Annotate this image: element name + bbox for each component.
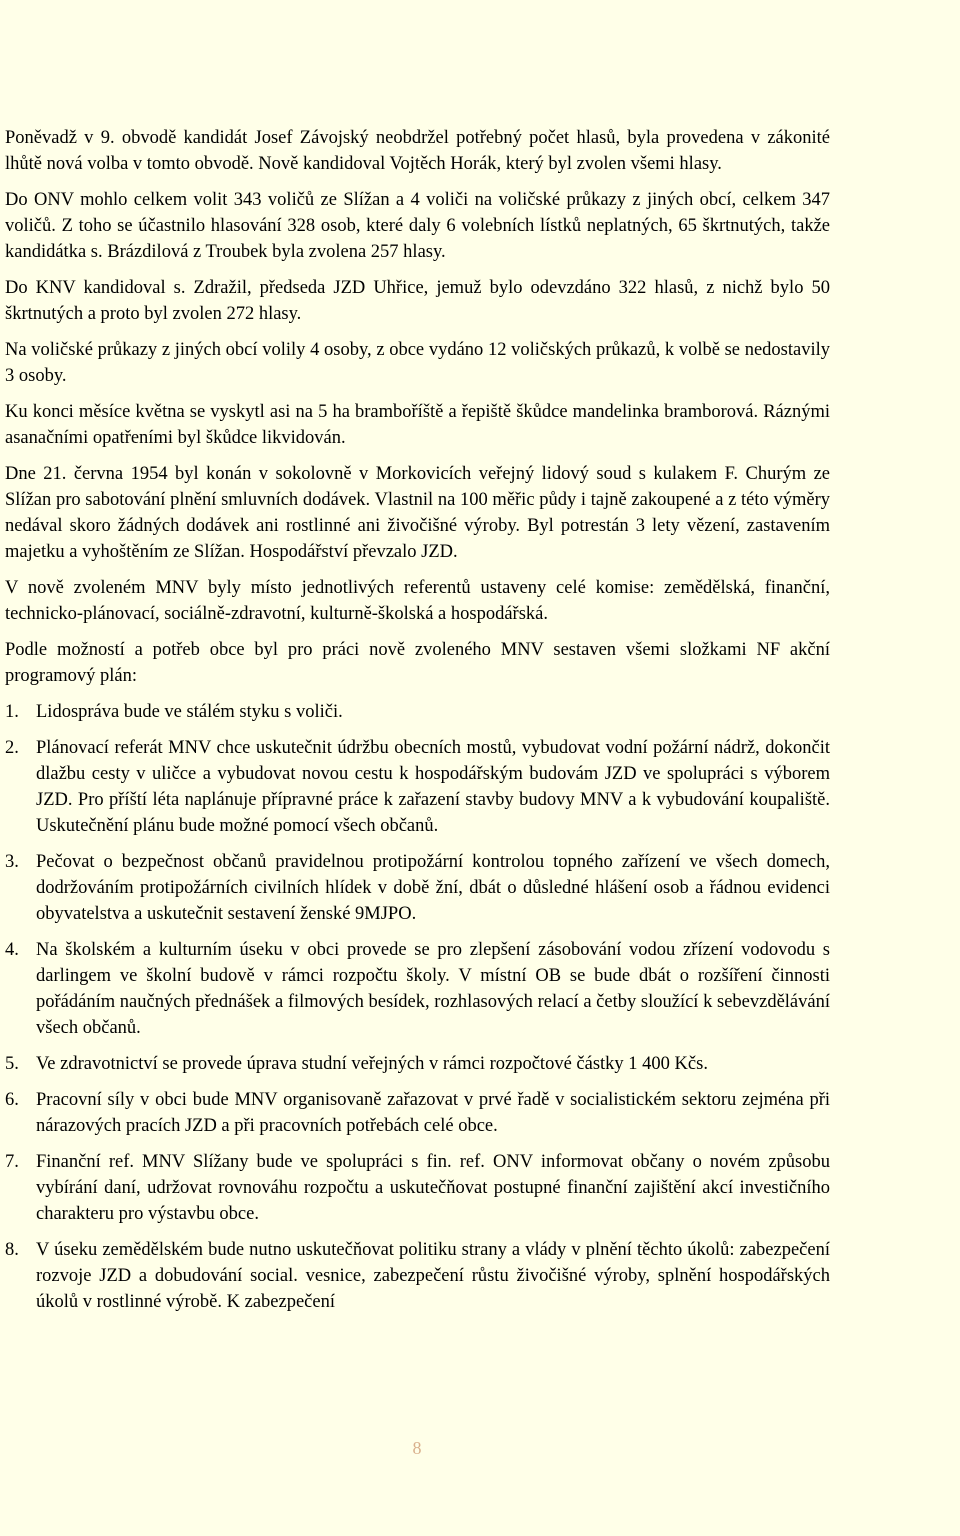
list-item: [5, 937, 830, 1041]
paragraph-knv-election: Do KNV kandidoval s. Zdražil, předseda JZD Uhřice, jemuž bylo odevzdáno 322 hlasů, z nichž bylo 50 škrtnutých a proto byl zvolen 272 hlasy.: [5, 278, 830, 324]
paragraph-voter-cards: Na voličské průkazy z jiných obcí volily 4 osoby, z obce vydáno 12 voličských průkazů, k volbě se nedostavily 3 osoby.: [5, 340, 830, 386]
list-item-text: Ve zdravotnictví se provede úprava studní veřejných v rámci rozpočtové částky 1 400 Kčs.: [36, 1054, 708, 1074]
list-item-number: 8.: [5, 1240, 19, 1260]
list-item-text: Plánovací referát MNV chce uskutečnit údržbu obecních mostů, vybudovat vodní požární nádrž, dokončit dlažbu cesty v uličce a vybudovat novou cestu k hospodářským budovám JZD ve spolupráci s výborem JZD. Pro příští léta naplánuje přípravné práce k zařazení stavby budovy MNV a k vybudování koupaliště. Uskutečnění plánu bude možné pomocí všech občanů.: [36, 738, 830, 836]
paragraph-repeat-election: Poněvadž v 9. obvodě kandidát Josef Závojský neobdržel potřebný počet hlasů, byla provedena v zákonité lhůtě nová volba v tomto obvodě. Nově kandidoval Vojtěch Horák, který byl zvolen všemi hlasy.: [5, 128, 830, 174]
paragraph-action-plan-intro: Podle možností a potřeb obce byl pro práci nově zvoleného MNV sestaven všemi složkami NF akční programový plán:: [5, 640, 830, 686]
list-item-number: 7.: [5, 1152, 19, 1172]
list-item-text: Finanční ref. MNV Slížany bude ve spolupráci s fin. ref. ONV informovat občany o novém způsobu vybírání daní, udržovat rovnováhu rozpočtu a uskutečňovat postupné finanční zajištění akcí investičního charakteru pro výstavbu obce.: [36, 1152, 830, 1224]
list-item-number: 4.: [5, 940, 19, 960]
list-item-text: Lidospráva bude ve stálém styku s voliči.: [36, 702, 343, 722]
list-item-text: Na školském a kulturním úseku v obci provede se pro zlepšení zásobování vodou zřízení vodovodu s darlingem ve školní budově v rámci rozpočtu školy. V místní OB se bude dbát o rozšíření činnosti pořádáním naučných přednášek a filmových besídek, rozhlasových relací a četby sloužící k sebevzdělávání všech občanů.: [36, 940, 830, 1038]
list-item: [5, 1051, 830, 1077]
paragraph-commissions: V nově zvoleném MNV byly místo jednotlivých referentů ustaveny celé komise: zemědělská, finanční, technicko-plánovací, sociálně-zdravotní, kulturně-školská a hospodářská.: [5, 578, 830, 624]
list-item: [5, 1149, 830, 1227]
page-number: 8: [412, 1438, 422, 1458]
list-item-number: 3.: [5, 852, 19, 872]
list-item: [5, 699, 830, 725]
list-item-number: 5.: [5, 1054, 19, 1074]
list-item: [5, 735, 830, 839]
list-item: [5, 1237, 830, 1315]
list-item-number: 6.: [5, 1090, 19, 1110]
list-item-number: 1.: [5, 702, 19, 722]
paragraph-public-trial: Dne 21. června 1954 byl konán v sokolovně v Morkovicích veřejný lidový soud s kulakem F. Churým ze Slížan pro sabotování plnění smluvních dodávek. Vlastnil na 100 měřic půdy i tajně zakoupené a z této výměry nedával skoro žádných dodávek ani rostlinné ani živočišné výroby. Byl potrestán 3 lety vězení, zastavením majetku a vyhoštěním ze Slížan. Hospodářství převzalo JZD.: [5, 464, 830, 562]
action-plan-list: [5, 699, 830, 1315]
list-item-text: Pracovní síly v obci bude MNV organisovaně zařazovat v prvé řadě v socialistickém sektoru zejména při nárazových pracích JZD a při pracovních potřebách celé obce.: [36, 1090, 830, 1136]
paragraph-potato-beetle: Ku konci měsíce května se vyskytl asi na 5 ha bramboříště a řepiště škůdce mandelinka bramborová. Ráznými asanačními opatřeními byl škůdce likvidován.: [5, 402, 830, 448]
list-item: [5, 1087, 830, 1139]
paragraph-onv-election: Do ONV mohlo celkem volit 343 voličů ze Slížan a 4 voliči na voličské průkazy z jiných obcí, celkem 347 voličů. Z toho se účastnilo hlasování 328 osob, které daly 6 volebních lístků neplatných, 65 škrtnutých, takže kandidátka s. Brázdilová z Troubek byla zvolena 257 hlasy.: [5, 190, 830, 262]
list-item-text: V úseku zemědělském bude nutno uskutečňovat politiku strany a vlády v plnění těchto úkolů: zabezpečení rozvoje JZD a dobudování social. vesnice, zabezpečení růstu živočišné výroby, splnění hospodářských úkolů v rostlinné výrobě. K zabezpečení: [36, 1240, 830, 1312]
list-item: [5, 849, 830, 927]
list-item-number: 2.: [5, 738, 19, 758]
list-item-text: Pečovat o bezpečnost občanů pravidelnou protipožární kontrolou topného zařízení ve všech domech, dodržováním protipožárních civilních hlídek v době žní, dbát o důsledné hlášení osob a řádnou evidenci obyvatelstva a uskutečnit sestavení ženské 9MJPO.: [36, 852, 830, 924]
